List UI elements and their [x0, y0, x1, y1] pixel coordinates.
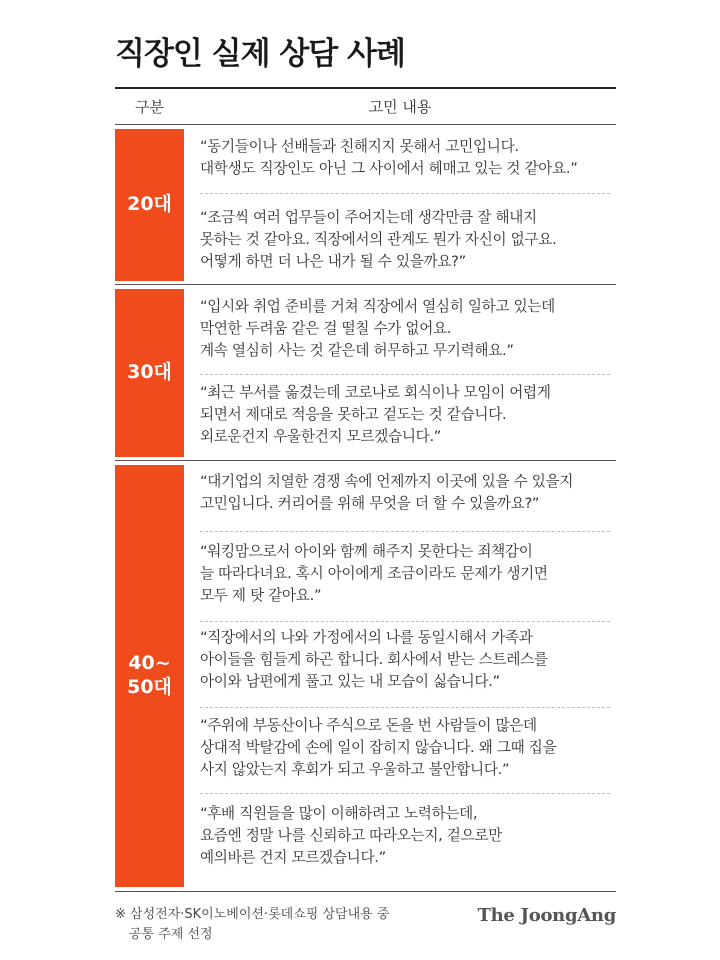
- divider: [200, 531, 610, 532]
- group-label: 20대: [115, 129, 184, 281]
- group-20s: [115, 124, 616, 285]
- group-40s-50s: [115, 460, 616, 892]
- quote: “직장에서의 나와 가정에서의 나를 동일시해서 가족과 아이들을 힘들게 하곤 합니다. 회사에서 받는 스트레스를 아이와 남편에게 풀고 있는 내 모습이 싫습니다.”: [200, 629, 548, 690]
- quote: “입시와 취업 준비를 거쳐 직장에서 열심히 일하고 있는데 막연한 두려움 같은 걸 떨칠 수가 없어요. 계속 열심히 사는 것 같은데 허무하고 무기력해요.”: [200, 298, 555, 359]
- publisher-logo: The JoongAng: [477, 905, 616, 926]
- footnote: [115, 905, 455, 945]
- divider: [200, 621, 610, 622]
- group-label: 40~ 50대: [115, 465, 184, 887]
- footnote-line-2: 공통 주제 선정: [129, 927, 213, 942]
- quote: “워킹맘으로서 아이와 함께 해주지 못한다는 죄책감이 늘 따라다녀요. 혹시 아이에게 조금이라도 문제가 생기면 모두 제 탓 같아요.”: [200, 543, 548, 604]
- header-content: 고민 내용: [368, 98, 432, 116]
- divider: [200, 707, 610, 708]
- quote: “대기업의 치열한 경쟁 속에 언제까지 이곳에 있을 수 있을지 고민입니다. 커리어를 위해 무엇을 더 할 수 있을까요?”: [200, 473, 574, 512]
- divider: [200, 793, 610, 794]
- quote: “주위에 부동산이나 주식으로 돈을 번 사람들이 많은데 상대적 박탈감에 손에 일이 잡히지 않습니다. 왜 그때 집을 사지 않았는지 후회가 되고 우울하고 불안합니다.”: [200, 717, 557, 778]
- group-30s: [115, 284, 616, 461]
- divider: [200, 374, 610, 375]
- header-category: 구분: [135, 98, 164, 116]
- quote: “동기들이나 선배들과 친해지지 못해서 고민입니다. 대학생도 직장인도 아닌 그 사이에서 헤매고 있는 것 같아요.”: [200, 138, 578, 177]
- table-header: [115, 88, 616, 124]
- quote: “최근 부서를 옮겼는데 코로나로 회식이나 모임이 어렵게 되면서 제대로 적응을 못하고 겉도는 것 같습니다. 외로운건지 우울한건지 모르겠습니다.”: [200, 384, 551, 445]
- quote: “후배 직원들을 많이 이해하려고 노력하는데, 요즘엔 정말 나를 신뢰하고 따라오는지, 겉으로만 예의바른 건지 모르겠습니다.”: [200, 805, 502, 866]
- footnote-line-1: ※ 삼성전자·SK이노베이션·롯데쇼핑 상담내용 중: [115, 907, 390, 922]
- group-label: 30대: [115, 289, 184, 457]
- divider: [200, 193, 610, 194]
- quote: “조금씩 여러 업무들이 주어지는데 생각만큼 잘 해내지 못하는 것 같아요. 직장에서의 관계도 뭔가 자신이 없구요. 어떻게 하면 더 나은 내가 될 수 있을까요?”: [200, 209, 557, 270]
- page-title: 직장인 실제 상담 사례: [115, 36, 405, 72]
